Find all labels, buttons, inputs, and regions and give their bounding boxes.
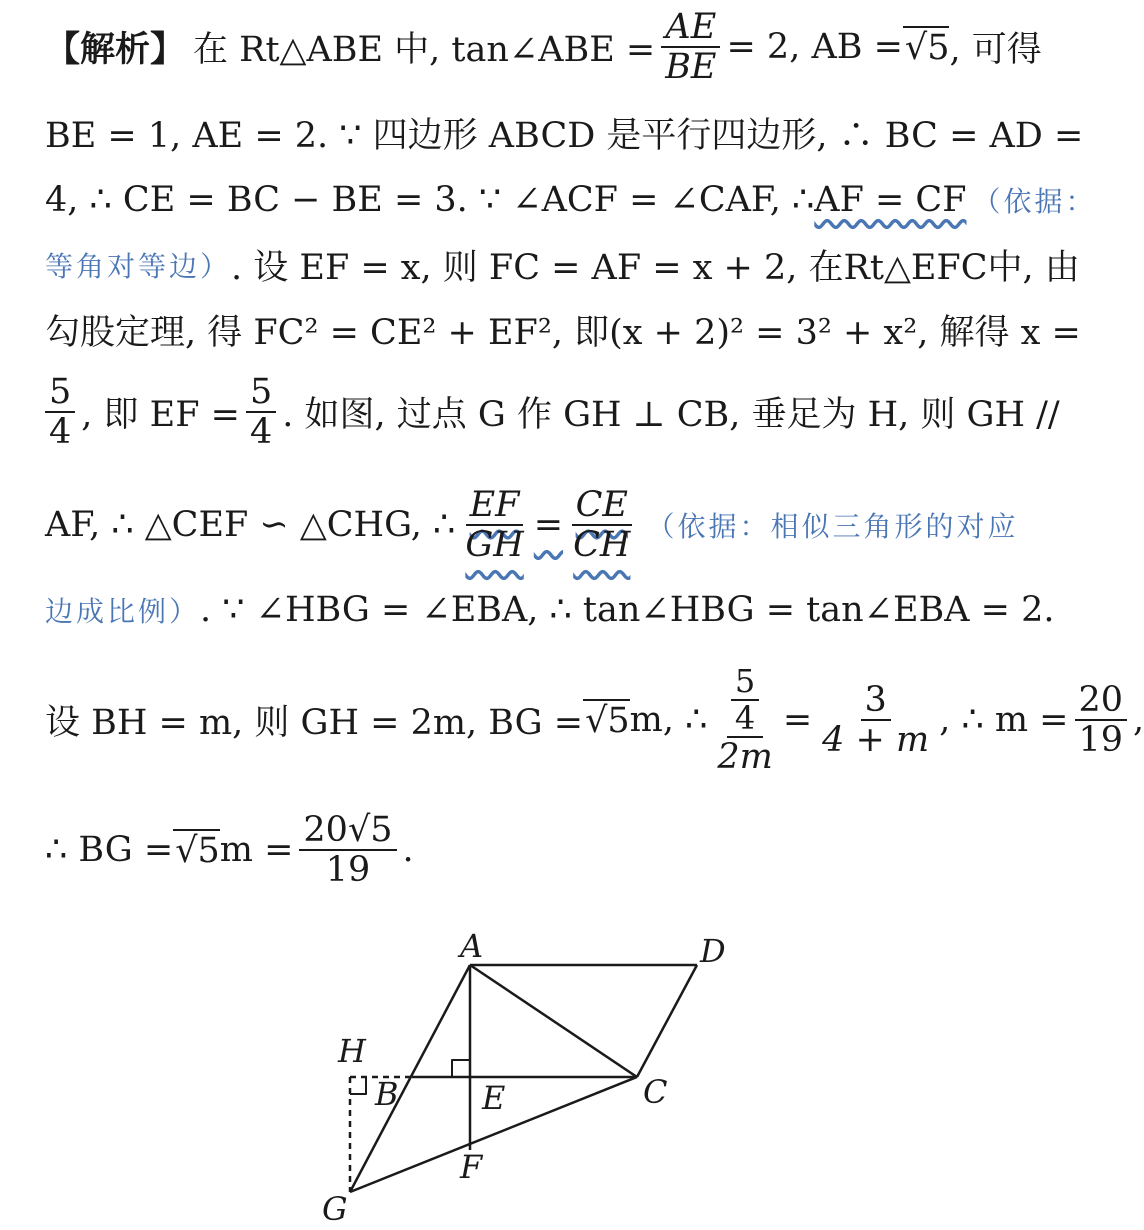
label-c: C [643, 1073, 668, 1111]
solution-line-6 [45, 371, 1060, 452]
line2-text: BE = 1, AE = 2. ∵ 四边形 ABCD 是平行四边形, ∴ BC = AD = [45, 116, 1084, 156]
fraction-denominator: 4 [734, 698, 756, 737]
label-a: A [460, 927, 484, 965]
solution-line-7 [45, 480, 1040, 570]
fraction-three-over [818, 681, 933, 760]
solution-line-8 [45, 585, 1055, 635]
basis-note-similar-open: （依据：相似三角形的对应 [646, 510, 1019, 543]
fraction-numerator: EF [466, 486, 524, 527]
line7-text-a: AF, ∴ △CEF ∽ △CHG, ∴ [45, 505, 456, 545]
similar-ratio-highlight [455, 486, 640, 565]
line9-text-b: m, ∴ [629, 700, 708, 740]
solution-line-2 [45, 108, 1084, 158]
line8-text: . ∵ ∠HBG = ∠EBA, ∴ tan∠HBG = tan∠EBA = 2. [200, 590, 1055, 630]
fraction-numerator: CE [572, 486, 632, 527]
equals-sign: = [782, 700, 813, 740]
solution-line-5 [45, 305, 1081, 355]
fraction-denominator: GH [465, 525, 524, 565]
line9-text-c: , ∴ m = [939, 700, 1069, 740]
solution-line-3 [45, 175, 1097, 225]
line6-text-a: , 即 EF = [81, 395, 240, 435]
line6-text-b: . 如图, 过点 G 作 GH ⊥ CB, 垂足为 H, 则 GH // [282, 395, 1060, 435]
fraction-twenty-nineteenths [1075, 681, 1128, 760]
label-b: B [375, 1075, 399, 1113]
label-f: F [460, 1148, 483, 1186]
label-e: E [482, 1079, 506, 1117]
label-h: H [338, 1032, 366, 1070]
line9-text-a: 设 BH = m, 则 GH = 2m, BG = [45, 703, 584, 743]
segment-ab-g [350, 965, 470, 1192]
sqrt-five: √5 [585, 701, 630, 741]
segment-dc [637, 965, 697, 1077]
analysis-tag: 【解析】 [45, 30, 186, 70]
fraction-denominator: 4 [249, 412, 273, 452]
label-g: G [322, 1190, 348, 1228]
fraction-denominator: 19 [325, 850, 371, 890]
sqrt-five: √5 [904, 28, 950, 68]
fraction-five-fourths-c [731, 661, 759, 737]
right-angle-mark-e [452, 1060, 470, 1077]
basis-note-equal-angles: 等角对等边） [45, 250, 232, 283]
line1-text-a: 在 Rt△ABE 中, tan∠ABE = [193, 30, 656, 70]
fraction-numerator: 5 [246, 373, 276, 414]
geometry-figure [0, 900, 1080, 1230]
solution-line-10 [45, 810, 1040, 890]
solution-line-1 [45, 6, 1042, 87]
line10-text-a: ∴ BG = [45, 830, 174, 870]
basis-note-proportional: 边成比例） [45, 595, 201, 628]
af-equals-cf-highlight: AF = CF [814, 180, 967, 220]
line3-text-a: 4, ∴ CE = BC − BE = 3. ∵ ∠ACF = ∠CAF, ∴ [45, 180, 815, 220]
fraction-numerator: AE [661, 8, 720, 49]
fraction-ce-ch [569, 486, 634, 565]
line4-text: . 设 EF = x, 则 FC = AF = x + 2, 在Rt△EFC中, 由 [231, 248, 1080, 288]
sqrt-five: √5 [175, 831, 220, 871]
fraction-bg-result [299, 811, 396, 890]
line10-text-c: . [402, 830, 414, 870]
equals-sign: = [533, 505, 564, 545]
fraction-five-fourths-a [45, 373, 75, 452]
fraction-numerator: 3 [861, 681, 891, 722]
basis-note-open: （依据： [972, 185, 1097, 218]
fraction-denominator: 4 [49, 412, 72, 452]
line9-text-d: , [1133, 700, 1144, 740]
fraction-ae-be [661, 8, 720, 87]
line1-text-c: , 可得 [949, 30, 1042, 70]
line1-text-b: = 2, AB = [726, 27, 903, 67]
fraction-numerator: 20√5 [299, 811, 396, 852]
compound-numerator [727, 661, 763, 738]
right-angle-mark-h [350, 1077, 366, 1094]
fraction-five-fourths-b [246, 373, 276, 452]
fraction-numerator: 5 [45, 373, 75, 414]
fraction-denominator: 4 + m [822, 720, 930, 760]
compound-denominator: 2m [717, 736, 773, 777]
line5-text: 勾股定理, 得 FC² = CE² + EF², 即(x + 2)² = 3² + x², 解得 x = [45, 313, 1081, 353]
line10-text-b: m = [219, 830, 294, 870]
fraction-denominator: CH [573, 525, 631, 565]
solution-line-9 [45, 655, 1144, 785]
segment-ac [470, 965, 637, 1077]
fraction-denominator: 19 [1078, 720, 1124, 760]
fraction-numerator: 20 [1075, 681, 1128, 722]
solution-line-4 [45, 240, 1080, 290]
fraction-numerator: 5 [731, 664, 759, 701]
fraction-ef-gh [461, 486, 527, 565]
label-d: D [700, 932, 726, 970]
compound-fraction [713, 661, 776, 777]
fraction-denominator: BE [665, 47, 717, 87]
